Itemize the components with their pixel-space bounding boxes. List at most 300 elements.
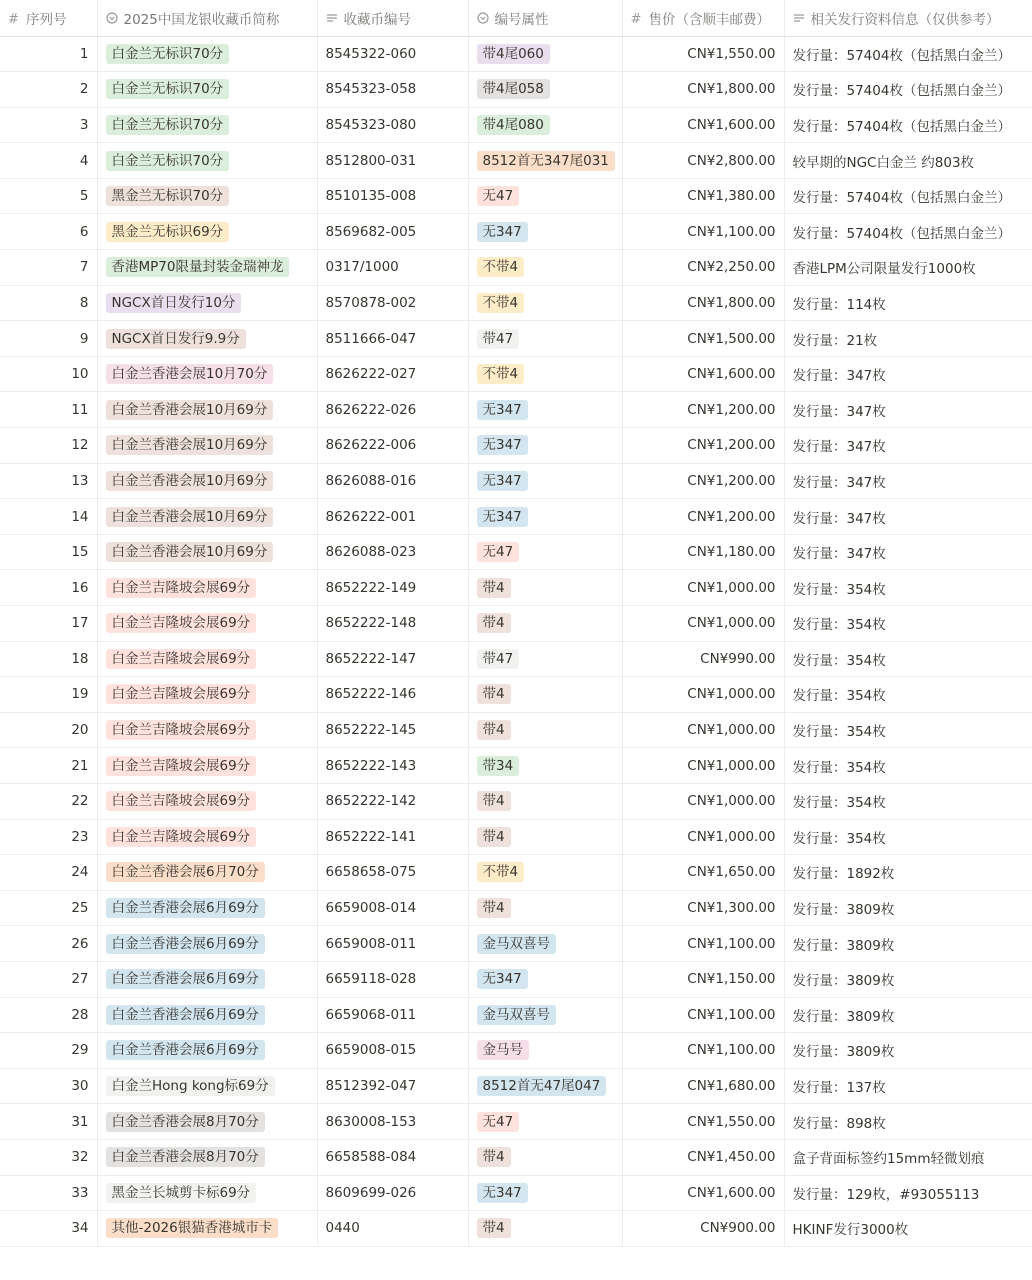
cell-seq[interactable] [0,107,97,143]
price-value: CN¥1,300.00 [687,900,776,917]
cell-price[interactable] [622,961,784,997]
cell-price[interactable] [622,214,784,250]
info-value: 发行量：354枚 [792,581,886,598]
cell-name[interactable] [97,606,317,642]
name-tag: 白金兰香港会展10月69分 [106,400,274,420]
cell-price[interactable] [622,463,784,499]
cell-info[interactable] [784,214,1032,250]
cell-info[interactable] [784,961,1032,997]
cell-name[interactable] [97,107,317,143]
cell-info[interactable] [784,748,1032,784]
table-row[interactable] [0,321,1032,357]
table-row[interactable] [0,392,1032,428]
price-value: CN¥1,000.00 [687,722,776,739]
seq-value: 27 [71,971,89,988]
cell-attr[interactable] [468,890,622,926]
cell-serial[interactable] [317,72,468,108]
cell-name[interactable] [97,143,317,179]
cell-name[interactable] [97,1139,317,1175]
cell-serial[interactable] [317,463,468,499]
cell-info[interactable] [784,570,1032,606]
table-row[interactable] [0,926,1032,962]
cell-info[interactable] [784,72,1032,108]
column-header-attr[interactable] [468,0,622,36]
cell-attr[interactable] [468,641,622,677]
table-row[interactable] [0,499,1032,535]
cell-price[interactable] [622,250,784,286]
cell-name[interactable] [97,641,317,677]
cell-name[interactable] [97,36,317,72]
cell-seq[interactable] [0,997,97,1033]
cell-name[interactable] [97,1104,317,1140]
table-row[interactable] [0,712,1032,748]
cell-info[interactable] [784,783,1032,819]
info-value: 盒子背面标签约15mm轻微划痕 [792,1151,985,1168]
cell-seq[interactable] [0,321,97,357]
cell-serial[interactable] [317,855,468,891]
cell-seq[interactable] [0,855,97,891]
seq-value: 11 [71,401,89,418]
column-header-label: 收藏币编号 [343,11,411,28]
cell-seq[interactable] [0,1139,97,1175]
cell-seq[interactable] [0,250,97,286]
cell-seq[interactable] [0,961,97,997]
cell-attr[interactable] [468,428,622,464]
cell-price[interactable] [622,356,784,392]
cell-seq[interactable] [0,606,97,642]
table-row[interactable] [0,463,1032,499]
column-header-price[interactable] [622,0,784,36]
cell-serial[interactable] [317,392,468,428]
table-row[interactable] [0,855,1032,891]
cell-serial[interactable] [317,1175,468,1211]
cell-name[interactable] [97,1068,317,1104]
cell-seq[interactable] [0,1068,97,1104]
cell-attr[interactable] [468,961,622,997]
cell-attr[interactable] [468,72,622,108]
cell-price[interactable] [622,712,784,748]
seq-value: 23 [71,828,89,845]
cell-info[interactable] [784,250,1032,286]
cell-info[interactable] [784,712,1032,748]
cell-info[interactable] [784,428,1032,464]
cell-attr[interactable] [468,107,622,143]
cell-info[interactable] [784,855,1032,891]
cell-attr[interactable] [468,499,622,535]
cell-seq[interactable] [0,499,97,535]
cell-serial[interactable] [317,677,468,713]
cell-attr[interactable] [468,1139,622,1175]
seq-value: 21 [71,757,89,774]
seq-value: 9 [79,330,89,347]
cell-price[interactable] [622,72,784,108]
cell-price[interactable] [622,534,784,570]
cell-serial[interactable] [317,36,468,72]
table-row[interactable] [0,36,1032,72]
cell-attr[interactable] [468,997,622,1033]
cell-name[interactable] [97,712,317,748]
cell-name[interactable] [97,463,317,499]
table-row[interactable] [0,250,1032,286]
cell-serial[interactable] [317,214,468,250]
cell-info[interactable] [784,677,1032,713]
attr-tag: 无347 [477,507,528,527]
column-header-seq[interactable] [0,0,97,36]
seq-value: 26 [71,935,89,952]
cell-attr[interactable] [468,1175,622,1211]
table-row[interactable] [0,961,1032,997]
cell-name[interactable] [97,997,317,1033]
cell-seq[interactable] [0,783,97,819]
cell-attr[interactable] [468,1104,622,1140]
cell-price[interactable] [622,143,784,179]
cell-name[interactable] [97,356,317,392]
cell-info[interactable] [784,356,1032,392]
cell-info[interactable] [784,36,1032,72]
cell-serial[interactable] [317,1068,468,1104]
cell-name[interactable] [97,1211,317,1247]
table-row[interactable] [0,143,1032,179]
table-row[interactable] [0,285,1032,321]
cell-seq[interactable] [0,712,97,748]
info-value: 发行量：3809枚 [792,973,895,990]
cell-attr[interactable] [468,143,622,179]
column-header-serial[interactable] [317,0,468,36]
cell-seq[interactable] [0,178,97,214]
cell-serial[interactable] [317,961,468,997]
attr-tag: 无47 [477,542,520,562]
cell-serial[interactable] [317,606,468,642]
cell-price[interactable] [622,606,784,642]
cell-price[interactable] [622,855,784,891]
cell-price[interactable] [622,748,784,784]
cell-price[interactable] [622,107,784,143]
cell-seq[interactable] [0,926,97,962]
table-row[interactable] [0,1033,1032,1069]
cell-price[interactable] [622,1175,784,1211]
attr-tag: 无347 [477,435,528,455]
cell-info[interactable] [784,997,1032,1033]
cell-price[interactable] [622,997,784,1033]
attr-tag: 不带4 [477,862,525,882]
info-value: 发行量：3809枚 [792,1008,895,1025]
cell-info[interactable] [784,534,1032,570]
cell-serial[interactable] [317,890,468,926]
cell-name[interactable] [97,428,317,464]
cell-serial[interactable] [317,1104,468,1140]
cell-name[interactable] [97,1175,317,1211]
cell-name[interactable] [97,570,317,606]
cell-info[interactable] [784,1104,1032,1140]
cell-info[interactable] [784,926,1032,962]
cell-price[interactable] [622,1033,784,1069]
cell-serial[interactable] [317,534,468,570]
cell-attr[interactable] [468,855,622,891]
attr-tag: 带4 [477,578,511,598]
serial-value: 8626088-016 [325,472,417,489]
name-tag: 白金兰香港会展8月70分 [106,1112,265,1132]
cell-name[interactable] [97,178,317,214]
table-row[interactable] [0,997,1032,1033]
price-value: CN¥1,150.00 [687,971,776,988]
cell-info[interactable] [784,1068,1032,1104]
table-row[interactable] [0,1068,1032,1104]
cell-seq[interactable] [0,214,97,250]
table-row[interactable] [0,1139,1032,1175]
cell-serial[interactable] [317,748,468,784]
seq-value: 18 [71,650,89,667]
info-value: 较早期的NGC白金兰 约803枚 [792,154,975,171]
cell-seq[interactable] [0,463,97,499]
cell-info[interactable] [784,819,1032,855]
cell-price[interactable] [622,819,784,855]
cell-serial[interactable] [317,1139,468,1175]
seq-value: 16 [71,579,89,596]
cell-serial[interactable] [317,250,468,286]
table-row[interactable] [0,890,1032,926]
cell-attr[interactable] [468,250,622,286]
cell-info[interactable] [784,107,1032,143]
column-header-name[interactable] [97,0,317,36]
cell-serial[interactable] [317,321,468,357]
attr-tag: 带4 [477,1218,511,1238]
serial-value: 8652222-142 [325,793,417,810]
cell-attr[interactable] [468,36,622,72]
cell-name[interactable] [97,961,317,997]
cell-name[interactable] [97,926,317,962]
cell-seq[interactable] [0,1104,97,1140]
table-row[interactable] [0,1211,1032,1247]
cell-price[interactable] [622,1211,784,1247]
cell-seq[interactable] [0,1033,97,1069]
cell-attr[interactable] [468,570,622,606]
table-row[interactable] [0,107,1032,143]
cell-name[interactable] [97,321,317,357]
table-row[interactable] [0,819,1032,855]
cell-name[interactable] [97,855,317,891]
cell-info[interactable] [784,392,1032,428]
cell-price[interactable] [622,1139,784,1175]
cell-attr[interactable] [468,606,622,642]
cell-attr[interactable] [468,1211,622,1247]
table-row[interactable] [0,677,1032,713]
cell-seq[interactable] [0,72,97,108]
cell-serial[interactable] [317,712,468,748]
info-value: 发行量：57404枚（包括黑白金兰） [792,118,1011,135]
cell-attr[interactable] [468,748,622,784]
cell-serial[interactable] [317,428,468,464]
table-row[interactable] [0,72,1032,108]
table-row[interactable] [0,606,1032,642]
info-value: 发行量：354枚 [792,617,886,634]
cell-serial[interactable] [317,356,468,392]
cell-attr[interactable] [468,321,622,357]
cell-info[interactable] [784,143,1032,179]
serial-value: 8545322-060 [325,45,417,62]
cell-info[interactable] [784,606,1032,642]
cell-name[interactable] [97,214,317,250]
cell-price[interactable] [622,1104,784,1140]
cell-seq[interactable] [0,428,97,464]
cell-attr[interactable] [468,534,622,570]
cell-name[interactable] [97,890,317,926]
info-value: 发行量：354枚 [792,688,886,705]
name-tag: 白金兰香港会展10月69分 [106,471,274,491]
seq-value: 5 [79,188,89,205]
seq-value: 10 [71,366,89,383]
attr-tag: 带47 [477,649,520,669]
attr-tag: 带4尾080 [477,115,550,135]
table-row[interactable] [0,356,1032,392]
cell-name[interactable] [97,677,317,713]
name-tag: 白金兰香港会展10月69分 [106,435,274,455]
cell-price[interactable] [622,36,784,72]
cell-attr[interactable] [468,178,622,214]
cell-seq[interactable] [0,356,97,392]
cell-serial[interactable] [317,997,468,1033]
cell-serial[interactable] [317,570,468,606]
attr-tag: 带4 [477,684,511,704]
cell-attr[interactable] [468,926,622,962]
cell-attr[interactable] [468,392,622,428]
cell-name[interactable] [97,534,317,570]
name-tag: 白金兰香港会展6月70分 [106,862,265,882]
cell-serial[interactable] [317,641,468,677]
cell-price[interactable] [622,783,784,819]
cell-serial[interactable] [317,107,468,143]
price-value: CN¥990.00 [700,650,776,667]
info-value: 发行量：137枚 [792,1080,886,1097]
cell-serial[interactable] [317,783,468,819]
cell-attr[interactable] [468,356,622,392]
cell-name[interactable] [97,748,317,784]
cell-attr[interactable] [468,712,622,748]
cell-name[interactable] [97,1033,317,1069]
cell-info[interactable] [784,321,1032,357]
serial-value: 8652222-141 [325,828,417,845]
serial-value: 8511666-047 [325,330,417,347]
cell-price[interactable] [622,890,784,926]
cell-price[interactable] [622,641,784,677]
table-row[interactable] [0,783,1032,819]
cell-seq[interactable] [0,570,97,606]
info-value: 发行量：114枚 [792,296,886,313]
cell-price[interactable] [622,499,784,535]
cell-info[interactable] [784,1139,1032,1175]
table-row[interactable] [0,534,1032,570]
table-row[interactable] [0,748,1032,784]
cell-price[interactable] [622,570,784,606]
cell-seq[interactable] [0,677,97,713]
cell-info[interactable] [784,1211,1032,1247]
cell-attr[interactable] [468,214,622,250]
cell-price[interactable] [622,926,784,962]
cell-seq[interactable] [0,285,97,321]
table-row[interactable] [0,178,1032,214]
cell-seq[interactable] [0,819,97,855]
cell-price[interactable] [622,178,784,214]
select-icon [477,12,495,28]
cell-attr[interactable] [468,783,622,819]
cell-seq[interactable] [0,890,97,926]
cell-attr[interactable] [468,1033,622,1069]
cell-serial[interactable] [317,819,468,855]
cell-name[interactable] [97,285,317,321]
cell-attr[interactable] [468,819,622,855]
cell-seq[interactable] [0,534,97,570]
cell-seq[interactable] [0,748,97,784]
table-row[interactable] [0,428,1032,464]
seq-value: 17 [71,615,89,632]
cell-serial[interactable] [317,926,468,962]
cell-seq[interactable] [0,143,97,179]
cell-info[interactable] [784,285,1032,321]
info-value: 发行量：354枚 [792,652,886,669]
cell-info[interactable] [784,890,1032,926]
seq-value: 3 [79,116,89,133]
table-row[interactable] [0,570,1032,606]
info-value: 发行量：347枚 [792,546,886,563]
cell-serial[interactable] [317,1033,468,1069]
cell-info[interactable] [784,641,1032,677]
column-header-info[interactable] [784,0,1032,36]
cell-seq[interactable] [0,641,97,677]
attr-tag: 无47 [477,1112,520,1132]
table-row[interactable] [0,214,1032,250]
cell-seq[interactable] [0,36,97,72]
cell-serial[interactable] [317,178,468,214]
cell-name[interactable] [97,72,317,108]
cell-name[interactable] [97,499,317,535]
cell-seq[interactable] [0,1175,97,1211]
info-value: 发行量：57404枚（包括黑白金兰） [792,190,1011,207]
cell-price[interactable] [622,1068,784,1104]
cell-attr[interactable] [468,285,622,321]
cell-serial[interactable] [317,285,468,321]
cell-name[interactable] [97,819,317,855]
cell-info[interactable] [784,178,1032,214]
cell-price[interactable] [622,677,784,713]
cell-price[interactable] [622,321,784,357]
cell-info[interactable] [784,499,1032,535]
cell-info[interactable] [784,1033,1032,1069]
name-tag: 白金兰吉隆坡会展69分 [106,578,257,598]
table-row[interactable] [0,641,1032,677]
cell-seq[interactable] [0,1211,97,1247]
serial-value: 8626222-026 [325,401,417,418]
table-row[interactable] [0,1175,1032,1211]
table-header [0,0,1032,36]
attr-tag: 带4尾058 [477,79,550,99]
cell-info[interactable] [784,463,1032,499]
cell-price[interactable] [622,285,784,321]
cell-attr[interactable] [468,677,622,713]
cell-name[interactable] [97,783,317,819]
table-row[interactable] [0,1104,1032,1140]
cell-attr[interactable] [468,1068,622,1104]
cell-seq[interactable] [0,392,97,428]
cell-info[interactable] [784,1175,1032,1211]
cell-price[interactable] [622,392,784,428]
cell-serial[interactable] [317,1211,468,1247]
cell-name[interactable] [97,250,317,286]
cell-attr[interactable] [468,463,622,499]
cell-price[interactable] [622,428,784,464]
cell-serial[interactable] [317,143,468,179]
info-value: 发行量：347枚 [792,510,886,527]
cell-serial[interactable] [317,499,468,535]
cell-name[interactable] [97,392,317,428]
